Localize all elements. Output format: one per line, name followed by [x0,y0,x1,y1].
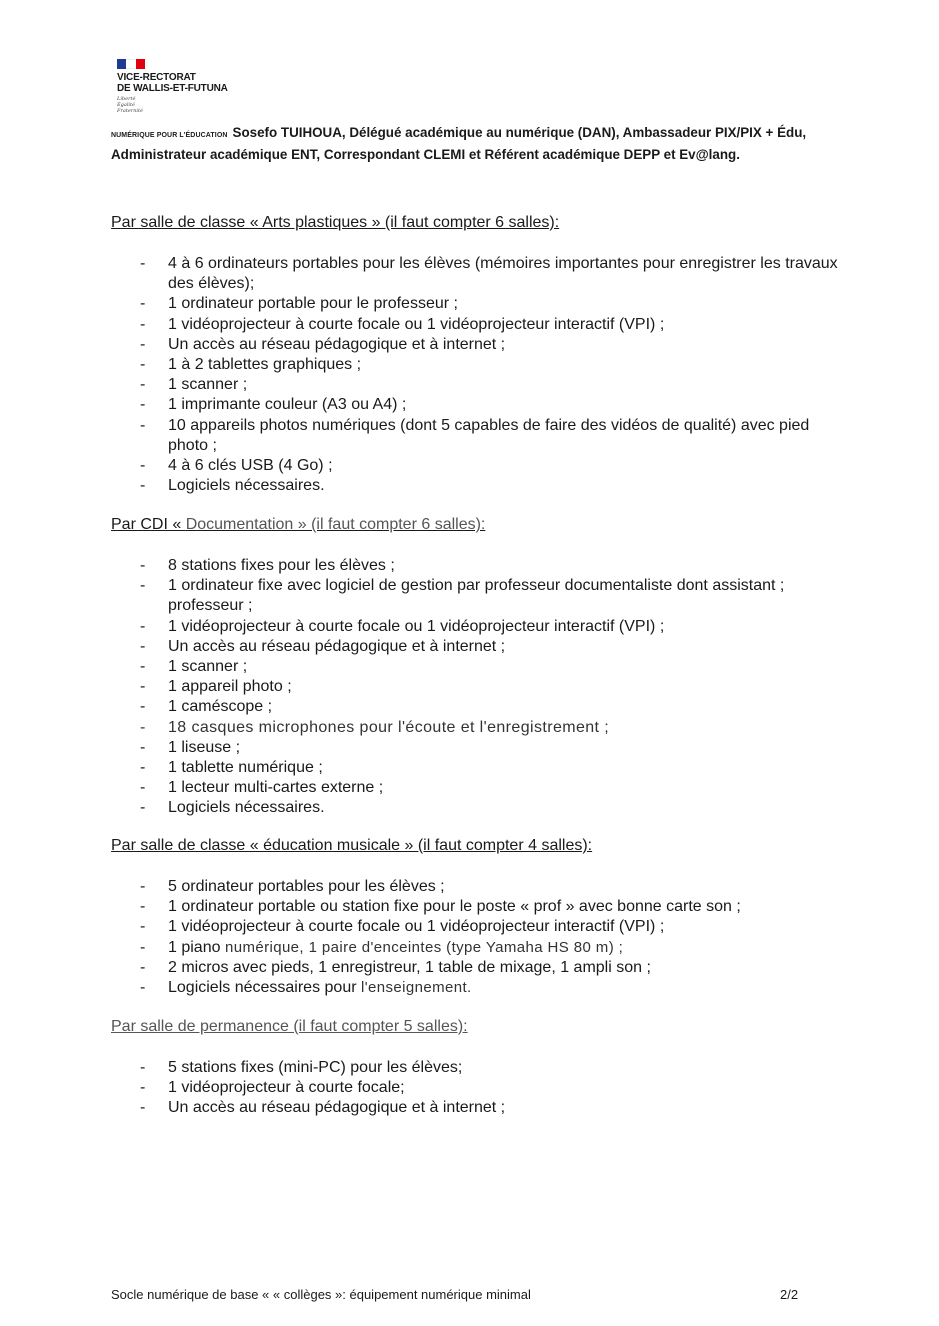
list-item: - 5 ordinateur portables pour les élèves ; [140,877,840,897]
list-item: - Un accès au réseau pédagogique et à internet ; [140,335,840,355]
item-part: 1 piano [168,938,221,956]
item-part: Logiciels nécessaires pour [168,979,357,997]
org-name-line1: VICE-RECTORAT [117,72,196,83]
list-item: - Un accès au réseau pédagogique et à internet ; [140,637,840,657]
list-item: - 1 lecteur multi-cartes externe ; [140,778,840,798]
motto [117,96,277,114]
footer-title: Socle numérique de base « « collèges »: équipement numérique minimal [111,1287,531,1302]
list-item [140,938,840,958]
list-item: - 1 scanner ; [140,375,840,395]
list-item: - 2 micros avec pieds, 1 enregistreur, 1 table de mixage, 1 ampli son ; [140,958,840,978]
item-part: l'enseignement. [361,979,472,997]
list-item: - 1 à 2 tablettes graphiques ; [140,355,840,375]
list-item: - 1 ordinateur portable pour le professeur ; [140,294,840,314]
list-music [140,877,840,998]
list-item: - 1 liseuse ; [140,738,840,758]
list-item: - 4 à 6 ordinateurs portables pour les élèves (mémoires importantes pour enregistrer les travaux des élèves); [140,254,840,294]
list-item: - 18 casques microphones pour l'écoute et l'enregistrement ; [140,718,840,738]
list-item: - 1 appareil photo ; [140,677,840,697]
list-item: - 1 caméscope ; [140,697,840,717]
author-text: Sosefo TUIHOUA, Délégué académique au numérique (DAN), Ambassadeur PIX/PIX + Édu, Administrateur académique ENT, Correspondant CLEMI et Référent académique DEPP et Ev@lang. [111,125,807,162]
list-arts [140,254,840,496]
section-title-part: Par CDI « [111,516,186,533]
list-permanence [140,1058,840,1119]
list-item: - 1 ordinateur fixe avec logiciel de gestion par professeur documentaliste dont assistant ; professeur ; [140,576,840,616]
list-item: - 5 stations fixes (mini-PC) pour les élèves; [140,1058,840,1078]
section-title-part: Documentation » (il faut compter 6 salles): [185,516,486,533]
list-item: - 1 vidéoprojecteur à courte focale ou 1 vidéoprojecteur interactif (VPI) ; [140,917,840,937]
section-title-arts: Par salle de classe « Arts plastiques » (il faut compter 6 salles): [111,214,560,231]
motto-line: Fraternité [117,108,143,114]
department-label: NUMÉRIQUE POUR L'ÉDUCATION [111,132,228,139]
org-name-line2: DE WALLIS-ET-FUTUNA [117,83,228,94]
list-item: - Logiciels nécessaires. [140,798,840,818]
list-item [140,978,840,998]
logo [117,59,277,114]
list-cdi [140,556,840,819]
list-item: - 1 ordinateur portable ou station fixe pour le poste « prof » avec bonne carte son ; [140,897,840,917]
motto-line: Égalité [117,102,135,108]
list-item: - 1 vidéoprojecteur à courte focale ou 1 vidéoprojecteur interactif (VPI) ; [140,315,840,335]
list-item: - 1 vidéoprojecteur à courte focale; [140,1078,840,1098]
list-item: - 1 vidéoprojecteur à courte focale ou 1 vidéoprojecteur interactif (VPI) ; [140,617,840,637]
page-number: 2/2 [780,1287,799,1302]
item-part: numérique, 1 paire d'enceintes (type Yamaha HS 80 m) ; [224,938,624,956]
section-title-music: Par salle de classe « éducation musicale » (il faut compter 4 salles): [111,837,593,854]
list-item: - Un accès au réseau pédagogique et à internet ; [140,1098,840,1118]
section-title-permanence: Par salle de permanence (il faut compter 5 salles): [111,1018,468,1035]
list-item: - Logiciels nécessaires. [140,476,840,496]
list-item: - 10 appareils photos numériques (dont 5 capables de faire des vidéos de qualité) avec pied photo ; [140,416,840,456]
list-item: - 1 scanner ; [140,657,840,677]
author-header [111,123,826,164]
list-item: - 1 tablette numérique ; [140,758,840,778]
motto-line: Liberté [117,96,136,102]
section-title-cdi [111,516,485,534]
list-item: - 8 stations fixes pour les élèves ; [140,556,840,576]
list-item: - 4 à 6 clés USB (4 Go) ; [140,456,840,476]
list-item: - 1 imprimante couleur (A3 ou A4) ; [140,395,840,415]
french-flag-icon [117,59,145,69]
